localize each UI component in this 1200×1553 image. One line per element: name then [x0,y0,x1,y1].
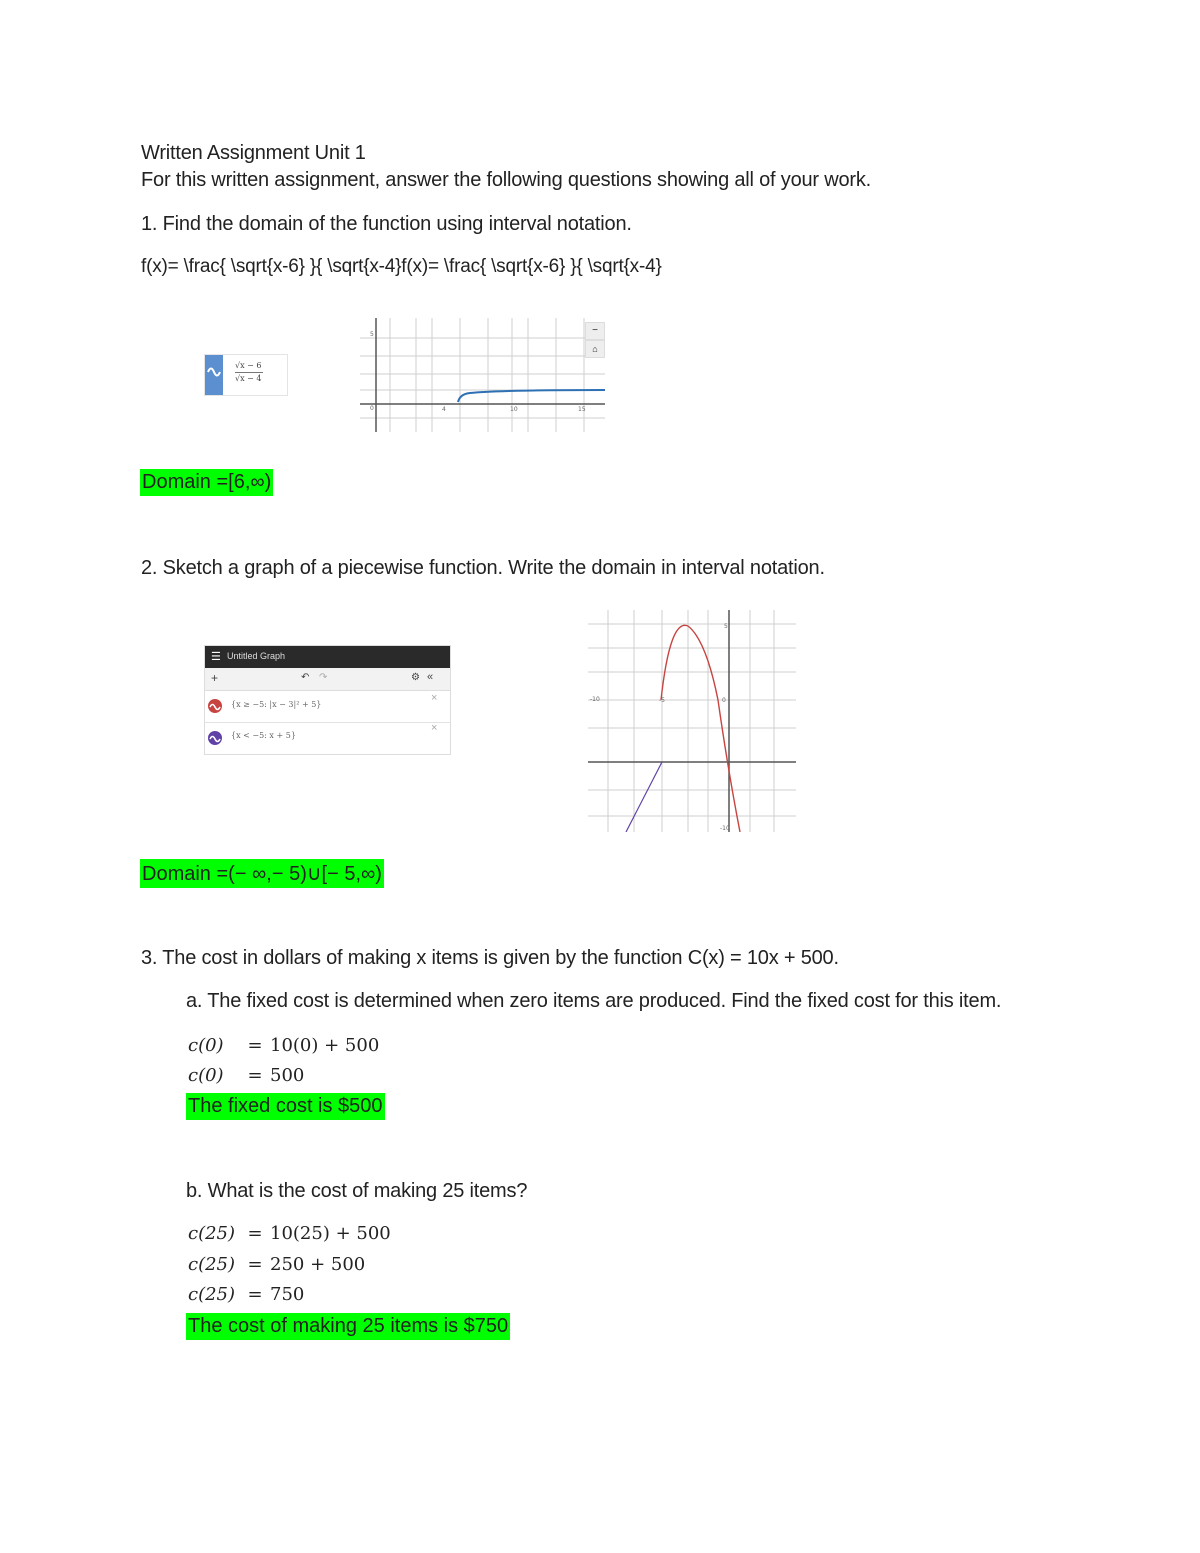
delete-expression-2[interactable]: × [431,722,438,734]
q2-parabola [661,625,740,832]
red-wave-icon [207,698,223,714]
q2-calculator-panel [204,645,451,755]
gear-icon[interactable]: ⚙ [411,672,420,683]
redo-icon[interactable]: ↷ [319,672,328,683]
expression-1: {x ≥ −5: |x − 3|² + 5} [231,700,322,709]
fraction-bar [235,372,263,373]
home-icon[interactable]: ⌂ [585,340,605,358]
q3b-line-1-rhs: 10(25) + 500 [270,1223,391,1244]
q1-grid [360,318,605,432]
q2-graph-svg [588,610,796,832]
q1-graph-svg [360,318,605,432]
q1-expr-denominator: √x − 4 [235,374,262,383]
q3b-line-2 [188,1254,365,1275]
q3a-line-1 [188,1035,379,1056]
equals-sign: = [247,1035,263,1056]
q2-tick-zero: 0 [722,697,726,704]
collapse-icon[interactable]: « [427,671,434,683]
equals-sign: = [247,1284,263,1305]
equals-sign: = [247,1223,263,1244]
q1-expr-numerator: √x − 6 [235,361,262,370]
q3b-answer: The cost of making 25 items is $750 [186,1313,510,1340]
q3a-line-2-rhs: 500 [270,1065,305,1086]
q1-answer: Domain =[6,∞) [140,469,273,496]
q3a-line-2-lhs: c(0) [188,1065,224,1086]
q3b-line-1-lhs: c(25) [188,1223,236,1244]
undo-icon[interactable]: ↶ [301,672,310,683]
delete-expression-1[interactable]: × [431,692,438,704]
expression-2: {x < −5: x + 5} [231,731,296,740]
calculator-title-bar [205,646,450,668]
question-2: 2. Sketch a graph of a piecewise function. Write the domain in interval notation. [141,557,825,579]
question-3b: b. What is the cost of making 25 items? [186,1180,528,1202]
equals-sign: = [247,1254,263,1275]
q2-tick-top: 5 [724,623,728,630]
q2-tick-mid: -5 [659,697,665,704]
q3a-line-1-lhs: c(0) [188,1035,224,1056]
q2-grid [588,610,796,832]
q1-formula: f(x)= \frac{ \sqrt{x-6} }{ \sqrt{x-4}f(x)= \frac{ \sqrt{x-6} }{ \sqrt{x-4} [141,256,662,277]
q3a-line-2 [188,1065,304,1086]
q3b-line-1 [188,1223,391,1244]
question-3a: a. The fixed cost is determined when zero items are produced. Find the fixed cost for this item. [186,990,1002,1012]
q1-expression-panel [204,354,288,396]
q2-graph [588,610,796,832]
q3a-answer: The fixed cost is $500 [186,1093,385,1120]
expression-row-1[interactable] [205,690,450,723]
wave-icon [205,355,223,395]
q1-tick-x2: 10 [510,406,518,413]
q1-tick-y-top: 5 [370,331,374,338]
calculator-title: Untitled Graph [227,651,286,661]
menu-icon[interactable]: ☰ [211,651,221,663]
zoom-out-button[interactable]: − [585,322,605,340]
q2-line [626,762,662,832]
q1-tick-x3: 15 [578,406,586,413]
equals-sign: = [247,1065,263,1086]
intro-text: For this written assignment, answer the following questions showing all of your work. [141,169,872,191]
q2-tick-left: -10 [590,696,600,703]
q3a-line-1-rhs: 10(0) + 500 [270,1035,380,1056]
q3b-line-2-lhs: c(25) [188,1254,236,1275]
q3b-line-2-rhs: 250 + 500 [270,1254,366,1275]
question-1: 1. Find the domain of the function using interval notation. [141,213,632,235]
q3b-line-3 [188,1284,304,1305]
calculator-toolbar [205,668,450,691]
question-3: 3. The cost in dollars of making x items is given by the function C(x) = 10x + 500. [141,947,839,969]
q1-graph [360,318,605,432]
q1-curve [458,390,605,402]
q3b-line-3-lhs: c(25) [188,1284,236,1305]
add-icon[interactable]: + [211,671,219,685]
purple-wave-icon [207,730,223,746]
page-title: Written Assignment Unit 1 [141,142,366,164]
q1-tick-x1: 4 [442,406,446,413]
expression-row-2[interactable] [205,722,450,752]
q1-tick-origin: 0 [370,405,374,412]
q2-tick-bottom: -10 [720,825,730,832]
q3b-line-3-rhs: 750 [270,1284,305,1305]
q2-answer: Domain =(− ∞,− 5)∪[− 5,∞) [140,859,384,888]
expression-color-tab [205,355,223,395]
